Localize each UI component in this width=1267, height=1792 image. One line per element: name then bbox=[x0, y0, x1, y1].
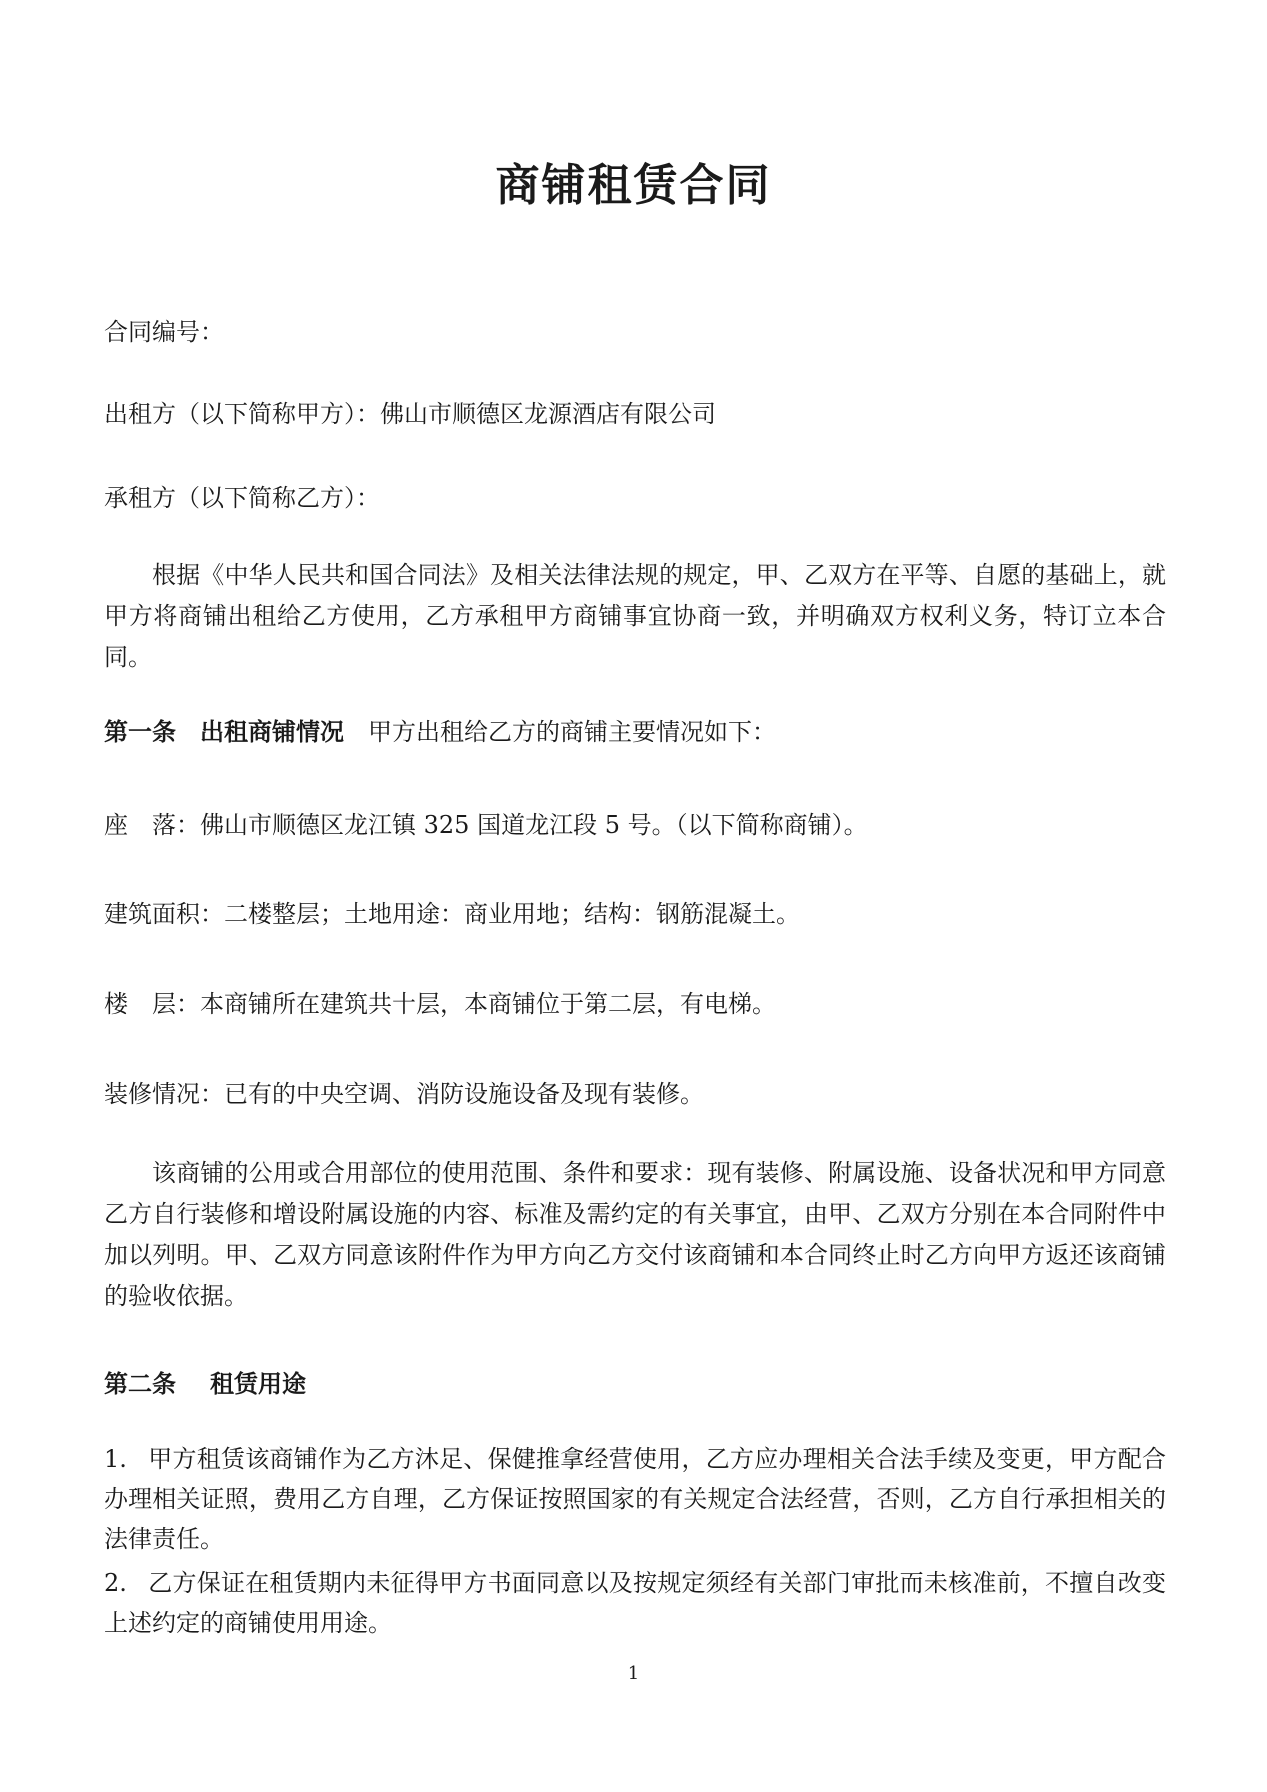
public-parts-paragraph: 该商铺的公用或合用部位的使用范围、条件和要求：现有装修、附属设施、设备状况和甲方同意乙方自行装修和增设附属设施的内容、标准及需约定的有关事宜，由甲、乙双方分别在本合同附件中加以列明。甲、乙双方同意该附件作为甲方向乙方交付该商铺和本合同终止时乙方向甲方返还该商铺的验收依据。 bbox=[104, 1159, 1166, 1310]
article-1-heading-line bbox=[104, 712, 1166, 752]
article-2-item-1 bbox=[104, 1439, 1166, 1559]
item-number: 2. bbox=[104, 1569, 127, 1597]
floor-line: 楼 层：本商铺所在建筑共十层，本商铺位于第二层，有电梯。 bbox=[104, 990, 776, 1018]
decoration-line: 装修情况：已有的中央空调、消防设施设备及现有装修。 bbox=[104, 1080, 704, 1108]
item-text: 乙方保证在租赁期内未征得甲方书面同意以及按规定须经有关部门审批而未核准前，不擅自改变上述约定的商铺使用用途。 bbox=[104, 1569, 1166, 1637]
page-number: 1 bbox=[627, 1663, 640, 1684]
document-title: 商铺租赁合同 bbox=[495, 160, 772, 211]
article-2-heading-line bbox=[104, 1364, 1166, 1404]
article-2-number: 第二条 bbox=[104, 1369, 176, 1398]
article-1-title: 出租商铺情况 bbox=[200, 717, 344, 746]
contract-number: 合同编号： bbox=[104, 318, 224, 346]
article-2-title: 租赁用途 bbox=[210, 1369, 306, 1398]
area-line: 建筑面积：二楼整层；土地用途：商业用地；结构：钢筋混凝土。 bbox=[104, 900, 800, 928]
lessee-line: 承租方（以下简称乙方）： bbox=[104, 484, 380, 512]
item-number: 1. bbox=[104, 1445, 127, 1473]
lessor-line: 出租方（以下简称甲方）：佛山市顺德区龙源酒店有限公司 bbox=[104, 400, 716, 428]
article-2-item-2 bbox=[104, 1563, 1166, 1643]
location-line: 座 落：佛山市顺德区龙江镇 325 国道龙江段 5 号。（以下简称商铺）。 bbox=[104, 811, 868, 839]
preamble-paragraph: 根据《中华人民共和国合同法》及相关法律法规的规定，甲、乙双方在平等、自愿的基础上，就甲方将商铺出租给乙方使用，乙方承租甲方商铺事宜协商一致，并明确双方权利义务，特订立本合同。 bbox=[104, 561, 1166, 671]
article-1-number: 第一条 bbox=[104, 717, 176, 746]
item-text: 甲方租赁该商铺作为乙方沐足、保健推拿经营使用，乙方应办理相关合法手续及变更，甲方配合办理相关证照，费用乙方自理，乙方保证按照国家的有关规定合法经营，否则，乙方自行承担相关的法律责任。 bbox=[104, 1445, 1166, 1553]
article-1-intro: 甲方出租给乙方的商铺主要情况如下： bbox=[368, 718, 776, 746]
